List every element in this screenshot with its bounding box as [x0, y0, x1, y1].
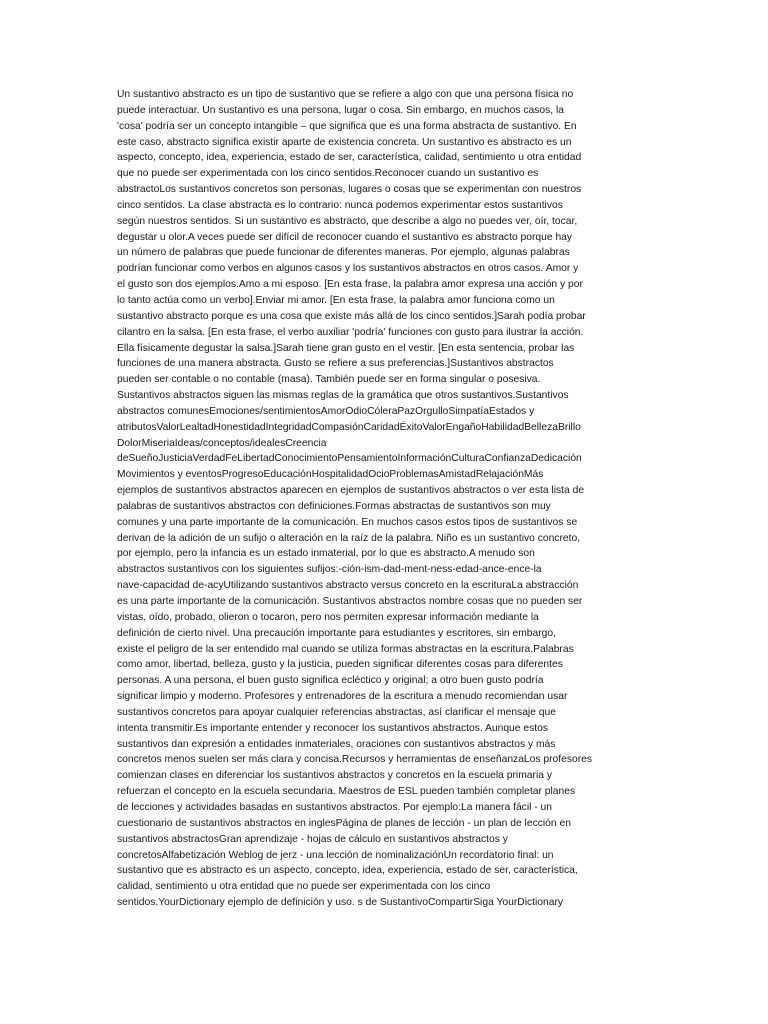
text-line: comunes y una parte importante de la comunicación. En muchos casos estos tipos de sustantivos se — [117, 516, 578, 528]
text-line: como amor, libertad, belleza, gusto y la justicia, pueden significar diferentes cosas para diferentes — [117, 659, 563, 671]
text-line: podrían funcionar como verbos en algunos casos y los sustantivos abstractos en otros casos. Amor y — [117, 263, 579, 275]
text-line: comienzan clases en diferenciar los sustantivos abstractos y concretos en la escuela primaria y — [117, 770, 552, 782]
text-line: un número de palabras que puede funcionar de diferentes maneras. Por ejemplo, algunas palabras — [117, 247, 570, 259]
text-line: sustantivos abstractosGran aprendizaje - hojas de cálculo en sustantivos abstractos y — [117, 833, 508, 845]
text-line: 'cosa' podría ser un concepto intangible – que significa que es una forma abstracta de sustantivo. En — [117, 120, 577, 132]
text-line: este caso, abstracto significa existir aparte de existencia concreta. Un sustantivo es abstracto es un — [117, 136, 572, 148]
text-line: puede interactuar. Un sustantivo es una persona, lugar o cosa. Sin embargo, en muchos casos, la — [117, 104, 565, 116]
text-line: ejemplos de sustantivos abstractos aparecen en ejemplos de sustantivos abstractos o ver esta lista de — [117, 485, 585, 497]
text-line: cuestionario de sustantivos abstractos en inglesPágina de planes de lección - un plan de lección en — [117, 817, 571, 829]
text-line: concretosAlfabetización Weblog de jerz - una lección de nominalizaciónUn recordatorio final: un — [117, 849, 554, 861]
text-line: refuerzan el concepto en la escuela secundaria. Maestros de ESL pueden también completar planes — [117, 786, 576, 798]
text-line: DolorMiseriaIdeas/conceptos/idealesCreencia — [117, 437, 327, 449]
text-line: según nuestros sentidos. Si un sustantivo es abstracto, que describe a algo no puedes ver, oír, tocar, — [117, 215, 578, 227]
text-line: es una parte importante de la comunicación. Sustantivos abstractos nombre cosas que no pueden ser — [117, 596, 583, 607]
text-line: cinco sentidos. La clase abstracta es lo contrario: nunca podemos experimentar estos sustantivos — [117, 199, 563, 211]
text-line: sustantivo que es abstracto es un aspecto, concepto, idea, experiencia, estado de ser, característica, — [117, 865, 578, 877]
text-line: personas. A una persona, el buen gusto significa ecléctico y original; a otro buen gusto podría — [117, 675, 544, 687]
text-line: de lecciones y actividades basadas en sustantivos abstractos. Por ejemplo:La manera fácil - un — [117, 801, 552, 813]
text-line: el gusto son dos ejemplos.Amo a mi esposo. [En esta frase, la palabra amor expresa una acción y por — [117, 279, 583, 291]
text-line: pueden ser contable o no contable (masa). También puede ser en forma singular o posesiva. — [117, 374, 541, 386]
text-line: vistas, oído, probado, olieron o tocaron, pero nos permiten expresar información mediante la — [117, 611, 539, 623]
text-line: Ella físicamente degustar la salsa.]Sarah tiene gran gusto en el vestir. [En esta sentencia, probar las — [117, 342, 575, 354]
text-line: concretos menos suelen ser más clara y concisa.Recursos y herramientas de enseñanzaLos profesores — [117, 754, 593, 766]
text-line: significar limpio y moderno. Profesores y entrenadores de la escritura a menudo recomiendan usar — [117, 691, 568, 703]
document-body-text — [117, 87, 637, 911]
text-line: cilantro en la salsa. [En esta frase, el verbo auxiliar 'podría' funciones con gusto para ilustrar la acción. — [117, 326, 584, 338]
text-line: palabras de sustantivos abstractos con definiciones.Formas abstractas de sustantivos son muy — [117, 500, 551, 512]
text-line: que no puede ser experimentada con los cinco sentidos.Reconocer cuando un sustantivo es — [117, 168, 539, 180]
text-line: sustantivos concretos para apoyar cualquier referencias abstractas, así clarificar el mensaje que — [117, 706, 556, 718]
text-line: sustantivo abstracto porque es una cosa que existe más allá de los cinco sentidos.]Sarah podía probar — [117, 310, 586, 322]
text-line: abstractos comunesEmociones/sentimientosAmorOdioCóleraPazOrgulloSimpatíaEstados y — [117, 405, 535, 417]
text-line: definición de cierto nivel. Una precaución importante para estudiantes y escritores, sin embargo, — [117, 627, 556, 639]
text-line: abstractoLos sustantivos concretos son personas, lugares o cosas que se experimentan con nuestros — [117, 184, 582, 196]
text-line: Sustantivos abstractos siguen las mismas reglas de la gramática que otros sustantivos.Sustantivos — [117, 390, 569, 402]
text-line: derivan de la adición de un sufijo o alteración en la raíz de la palabra. Niño es un sustantivo concreto, — [117, 532, 581, 544]
text-line: Movimientos y eventosProgresoEducaciónHospitalidadOcioProblemasAmistadRelajaciónMás — [117, 469, 544, 481]
text-line: abstractos sustantivos con los siguientes sufijos:-ción-ism-dad-ment-ness-edad-ance-ence-la — [117, 564, 542, 576]
text-line: deSueñoJusticiaVerdadFeLibertadConocimientoPensamientoInformaciónCulturaConfianzaDedicación — [117, 453, 582, 465]
text-line: sentidos.YourDictionary ejemplo de definición y uso. s de SustantivoCompartirSiga YourDictionary — [117, 897, 564, 909]
text-line: lo tanto actúa como un verbo].Enviar mi amor. [En esta frase, la palabra amor funciona como un — [117, 294, 555, 306]
text-line: sustantivos dan expresión a entidades inmateriales, oraciones con sustantivos abstractos y más — [117, 738, 556, 750]
text-line: existe el peligro de la ser entendido mal cuando se utiliza formas abstractas en la escritura.Palabras — [117, 643, 574, 655]
text-line: intenta transmitir.Es importante entender y reconocer los sustantivos abstractos. Aunque estos — [117, 722, 548, 734]
text-line: por ejemplo, pero la infancia es un estado inmaterial, por lo que es abstracto.A menudo son — [117, 548, 535, 560]
text-line: funciones de una manera abstracta. Gusto se refiere a sus preferencias.]Sustantivos abstractos — [117, 358, 554, 370]
text-line: nave-capacidad de-acyUtilizando sustantivos abstracto versus concreto en la escrituraLa abstracción — [117, 580, 579, 592]
text-line: aspecto, concepto, idea, experiencia, estado de ser, característica, calidad, sentimiento u otra entidad — [117, 152, 582, 164]
text-line: calidad, sentimiento u otra entidad que no puede ser experimentada con los cinco — [117, 881, 491, 893]
text-line: degustar u olor.A veces puede ser difícil de reconocer cuando el sustantivo es abstracto porque hay — [117, 231, 573, 243]
text-line: atributosValorLealtadHonestidadIntegridadCompasiónCaridadÉxitoValorEngañoHabilidadBellezaBrillo — [117, 421, 581, 433]
text-line: Un sustantivo abstracto es un tipo de sustantivo que se refiere a algo con que una persona física no — [117, 89, 574, 100]
